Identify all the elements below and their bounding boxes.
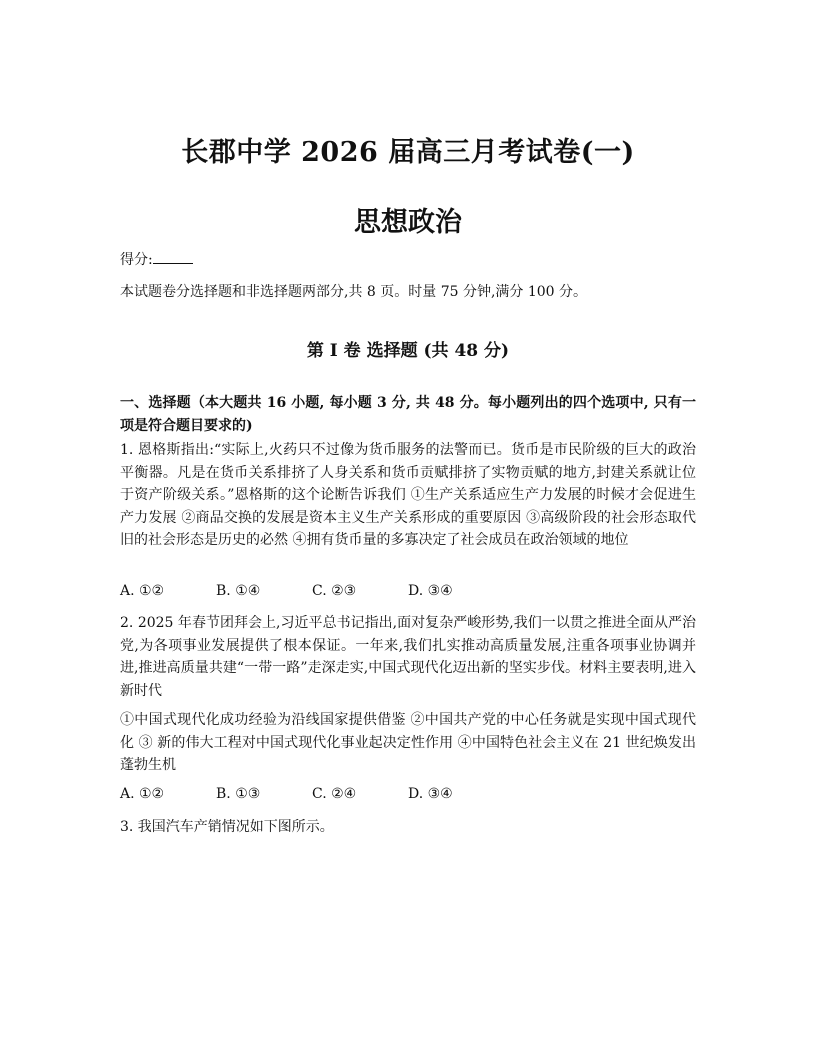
question-1-options — [120, 580, 504, 602]
question-2-stem: 2. 2025 年春节团拜会上,习近平总书记指出,面对复杂严峻形势,我们一以贯之推进全面从严治党,为各项事业发展提供了根本保证。一年来,我们扎实推动高质量发展,注重各项事业协调并进,推进高质量共建“一带一路”走深走实,中国式现代化迈出新的坚实步伐。材料主要表明,进入新时代 — [120, 615, 696, 699]
exam-page — [120, 0, 696, 1056]
option-b: B. ①④ — [216, 583, 261, 599]
question-1-stem: 1. 恩格斯指出:“实际上,火药只不过像为货币服务的法警而已。货币是市民阶级的巨大的政治平衡器。凡是在货币关系排挤了人身关系和货币贡赋排挤了实物贡赋的地方,封建关系就让位于资产阶级关系。”恩格斯的这个论断告诉我们 ①生产关系适应生产力发展的时候才会促进生产力发展 ②商品交换的发展是资本主义生产关系形成的重要原因 ③高级阶段的社会形态取代旧的社会形态是历史的必然 ④拥有货币量的多寡决定了社会成员在政治领域的地位 — [120, 442, 696, 549]
option-d: D. ③④ — [408, 583, 453, 599]
subject-title: 思想政治 — [354, 207, 462, 238]
option-c: C. ②③ — [312, 583, 357, 599]
option-a: A. ①② — [120, 583, 165, 599]
part-one-heading: 一、选择题（本大题共 16 小题, 每小题 3 分, 共 48 分。每小题列出的四个选项中, 只有一项是符合题目要求的) — [120, 395, 696, 434]
option-c: C. ②④ — [312, 786, 357, 802]
question-2-options — [120, 783, 504, 805]
section-title: 第 I 卷 选择题 (共 48 分) — [306, 341, 510, 361]
exam-intro: 本试题卷分选择题和非选择题两部分,共 8 页。时量 75 分钟,满分 100 分。 — [120, 284, 588, 300]
question-3-stem: 3. 我国汽车产销情况如下图所示。 — [120, 819, 334, 835]
exam-title: 长郡中学 2026 届高三月考试卷(一) — [181, 137, 635, 168]
question-2-statements: ①中国式现代化成功经验为沿线国家提供借鉴 ②中国共产党的中心任务就是实现中国式现代化 ③ 新的伟大工程对中国式现代化事业起决定性作用 ④中国特色社会主义在 21 世纪焕发出蓬勃生机 — [120, 712, 696, 774]
option-b: B. ①③ — [216, 786, 261, 802]
score-line — [120, 249, 193, 270]
option-d: D. ③④ — [408, 786, 453, 802]
score-blank — [153, 249, 193, 264]
score-label: 得分: — [120, 252, 153, 268]
option-a: A. ①② — [120, 786, 165, 802]
